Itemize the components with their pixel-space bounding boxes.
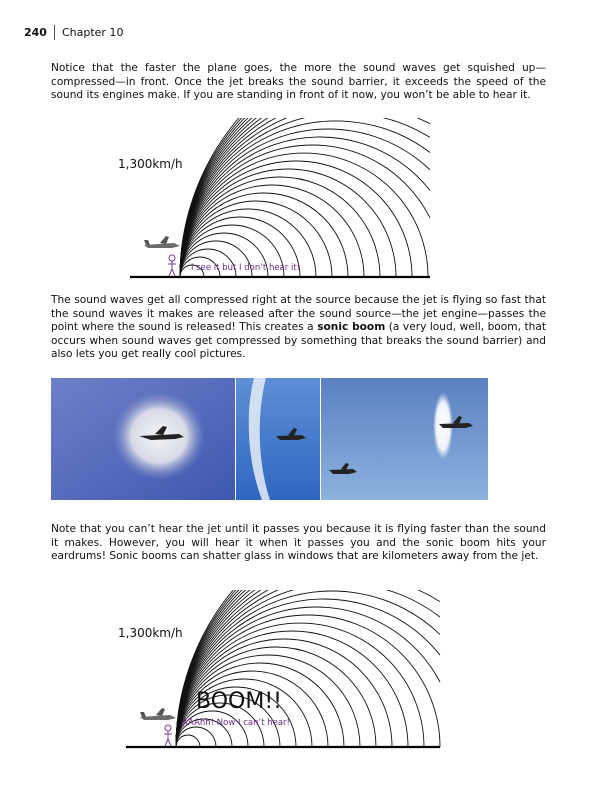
sonic-boom-photo-strip (51, 378, 488, 500)
p2-text-before: The sound waves get all compressed right at the source because the jet is flying so fast that the sound waves it makes are released after the sound source—the jet engine—passes the point where the sound is released! This creates a (51, 294, 546, 333)
vapor-cloud-image (51, 378, 235, 500)
wavefront-arc (180, 118, 430, 277)
speech-text-2: AAAhh! Now I can’t hear! (182, 718, 290, 728)
wavefront-arcs (180, 118, 430, 277)
wavefront-arc (180, 153, 428, 277)
wavefront-arc (180, 118, 430, 277)
wavefront-arc (180, 118, 430, 277)
sonic-boom-term: sonic boom (317, 321, 386, 333)
header-divider (54, 25, 55, 40)
vapor-cone-image (321, 378, 488, 500)
wavefront-diagram-2 (0, 590, 595, 760)
page-number: 240 (24, 25, 47, 39)
fighter-jet-icon (140, 708, 176, 720)
vapor-cone-photo (321, 378, 488, 500)
wavefront-arc (180, 118, 430, 277)
speed-label-1: 1,300km/h (118, 157, 183, 171)
wavefront-arc (180, 118, 430, 277)
shock-cone-photo (235, 378, 321, 500)
paragraph-compression: Notice that the faster the plane goes, the more the sound waves get squished up—compressed—in front. Once the jet breaks the sound barrier, it exceeds the speed of the sound its engines make. If you are standing in front of it now, you won’t be able to hear it. (51, 62, 546, 101)
wavefront-arc (180, 118, 430, 277)
paragraph-hearing: Note that you can’t hear the jet until it passes you because it is flying faster than the sound it makes. However, you will hear it when it passes you and the sonic boom hits your eardrums! Sonic booms can shatter glass in windows that are kilometers away from the jet. (51, 523, 546, 562)
speech-text-1: I see it but I don’t hear it! (191, 263, 301, 273)
stick-figure-icon (164, 725, 172, 746)
running-header (24, 24, 123, 40)
wavefront-arc (180, 118, 430, 277)
wavefront-arc (180, 118, 430, 277)
paragraph-sonic-boom (51, 294, 546, 362)
vapor-cloud-photo (51, 378, 235, 500)
fighter-jet-icon (144, 236, 180, 248)
stick-figure-icon (168, 255, 176, 276)
wavefront-arc (176, 735, 200, 747)
shock-cone-image (236, 378, 320, 500)
wavefront-arc (180, 177, 380, 277)
wavefront-arc (180, 118, 430, 277)
wavefront-arc (176, 623, 424, 747)
chapter-title: Chapter 10 (61, 25, 124, 39)
wavefront-arc (180, 118, 430, 277)
wavefronts-svg-1 (0, 118, 595, 283)
boom-text: BOOM!! (196, 689, 282, 714)
wavefront-diagram-1 (0, 118, 595, 283)
wavefront-arc (180, 118, 430, 277)
speed-label-2: 1,300km/h (118, 626, 183, 640)
p2-text-after: (a very loud, well, boom, that occurs when sound waves get compressed by something that breaks the sound barrier) and also lets you get really cool pictures. (51, 321, 546, 360)
wavefronts-svg-2 (0, 590, 595, 760)
